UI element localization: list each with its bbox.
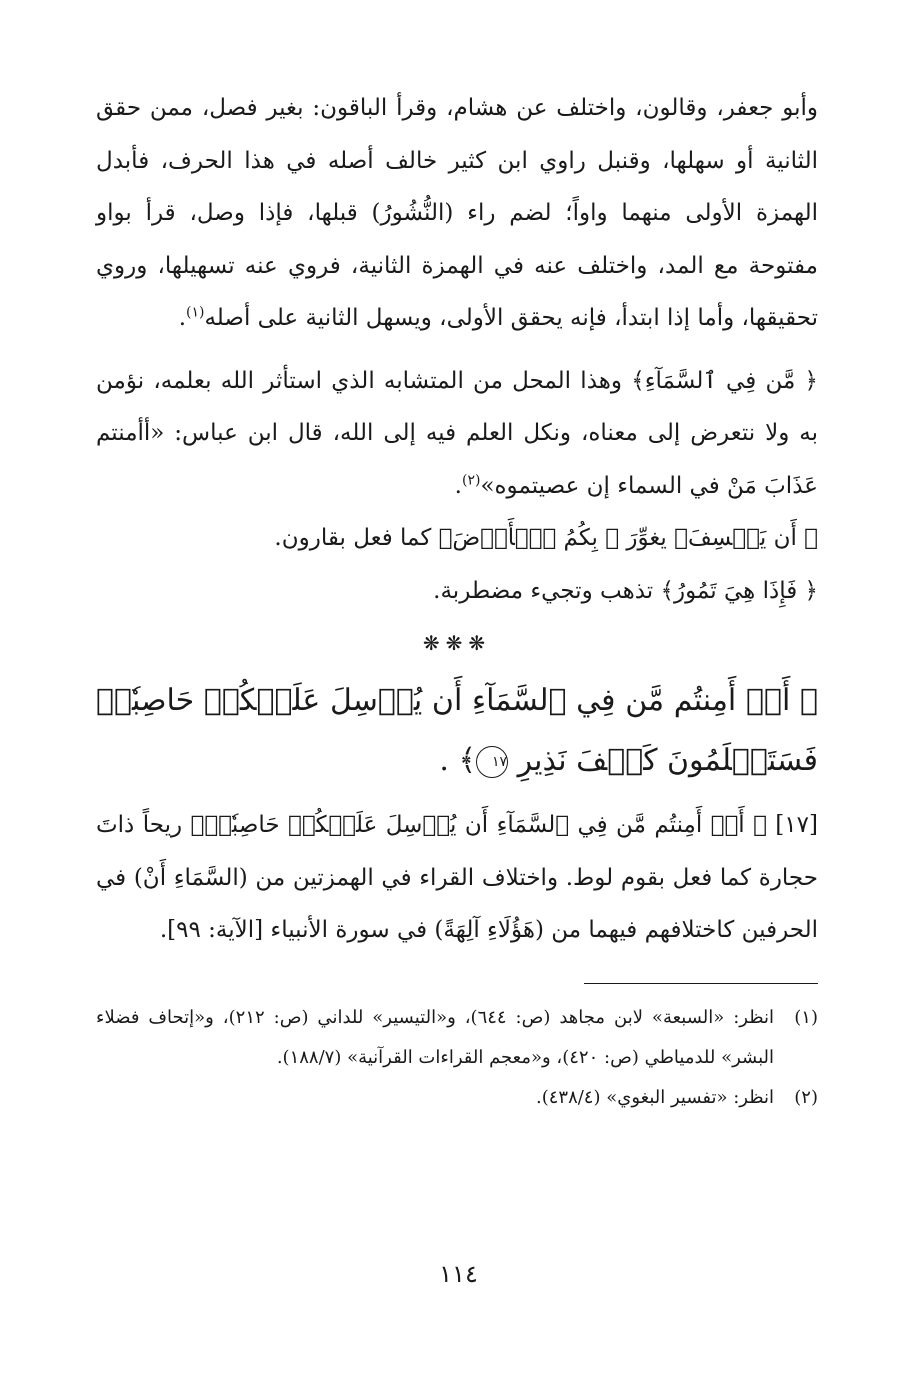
paragraph-qiraat: وأبو جعفر، وقالون، واختلف عن هشام، وقرأ الباقون: بغير فصل، ممن حقق الثانية أو سهلها، وقنبل راوي ابن كثير خالف أصله في هذا الحرف، فأبدل الهمزة الأولى منهما واواً؛ لضم راء (النُّشُورُ) قبلها، فإذا وصل، قرأ بواو مفتوحة مع المد، واختلف عنه في الهمزة الثانية، فروي عنه تسهيلها، وروي تحقيقها، وأما إذا ابتدأ، فإنه يحقق الأولى، ويسهل الثانية على أصله$^{(١)}$.	[96, 95, 818, 331]
paragraph-tamur-text: ﴿ فَإِذَا هِيَ تَمُورُ﴾ تذهب وتجيء مضطربة.	[433, 577, 818, 604]
verse-close-bracket: ﴾ .	[439, 743, 477, 778]
paragraph-yakhsif-text: ﴿ أَن يَخۡسِفَ﴾ يغوِّرَ ﴿ بِكُمُ ٱلۡأَرۡضَ﴾ كما فعل بقارون.	[274, 525, 818, 551]
footnote-1	[96, 998, 818, 1078]
footnote-2	[96, 1078, 818, 1118]
footnote-separator-line	[584, 983, 818, 984]
footnote-2-number: (٢)	[794, 1086, 818, 1108]
section-separator-stars: ❋❋❋	[422, 631, 492, 655]
footnote-ref-2: (٢)	[461, 471, 481, 488]
footnote-2-text: انظر: «تفسير البغوي» (٤٣٨/٤).	[535, 1086, 774, 1108]
verse-number-medallion: ١٧	[476, 746, 508, 778]
footnote-1-text: انظر: «السبعة» لابن مجاهد (ص: ٦٤٤)، و«التيسير» للداني (ص: ٢١٢)، و«إتحاف فضلاء البشر» للدمياطي (ص: ٤٢٠)، و«معجم القراءات القرآنية» (١٨٨/٧).	[96, 1006, 774, 1068]
quran-verse-text: ﴿ أَمۡ أَمِنتُم مَّن فِي ٱلسَّمَآءِ أَن يُرۡسِلَ عَلَيۡكُمۡ حَاصِبٗاۖ فَسَتَعۡلَمُونَ كَيۡفَ نَذِيرِ	[96, 683, 818, 778]
quran-verse-block	[96, 671, 818, 791]
paragraph-tamur	[96, 565, 818, 618]
page-body	[96, 82, 818, 1118]
paragraph-man-fi-samaa-text: ﴿ مَّن فِي ٱلسَّمَآءِ﴾ وهذا المحل من المتشابه الذي استأثر الله بعلمه، نؤمن به ولا نتعرض إلى معناه، ونكل العلم فيه إلى الله، قال ابن عباس: «أأمنتم عَذَابَ مَنْ في السماء إن عصيتموه»	[96, 367, 818, 499]
paragraph-end-mark: .	[454, 472, 462, 499]
paragraph-man-fi-samaa	[96, 355, 818, 513]
paragraph-yakhsif	[96, 512, 818, 565]
footnote-ref-1: (١)	[186, 304, 205, 321]
paragraph-verse-17-commentary	[96, 799, 818, 957]
paragraph-verse-17-text: [١٧] ﴿ أَمۡ أَمِنتُم مَّن فِي ٱلسَّمَآءِ أَن يُرۡسِلَ عَلَيۡكُمۡ حَاصِبٗاۖ﴾ ريحاً ذاتَ حجارة كما فعل بقوم لوط. واختلاف القراء في الهمزتين من (السَّمَاءِ أَنْ) في الحرفين كاختلافهم فيهما من (هَؤُلَاءِ آلِهَةً) في سورة الأنبياء [الآية: ٩٩].	[96, 812, 818, 943]
paragraph-qiraat-text: وأبو جعفر، وقالون، واختلف عن هشام، وقرأ الباقون: بغير فصل، ممن حقق الثانية أو سهلها، وقنبل راوي ابن كثير خالف أصله في هذا الحرف، فأبدل الهمزة الأولى منهما واواً؛ لضم راء (النُّشُورُ) قبلها، فإذا وصل، قرأ بواو مفتوحة مع المد، واختلف عنه في الهمزة الثانية، فروي عنه تسهيلها، وروي تحقيقها، وأما إذا ابتدأ، فإنه يحقق الأولى، ويسهل الثانية على أصله	[96, 95, 818, 331]
page-number: ١١٤	[439, 1260, 478, 1288]
footnote-1-number: (١)	[794, 1006, 818, 1028]
